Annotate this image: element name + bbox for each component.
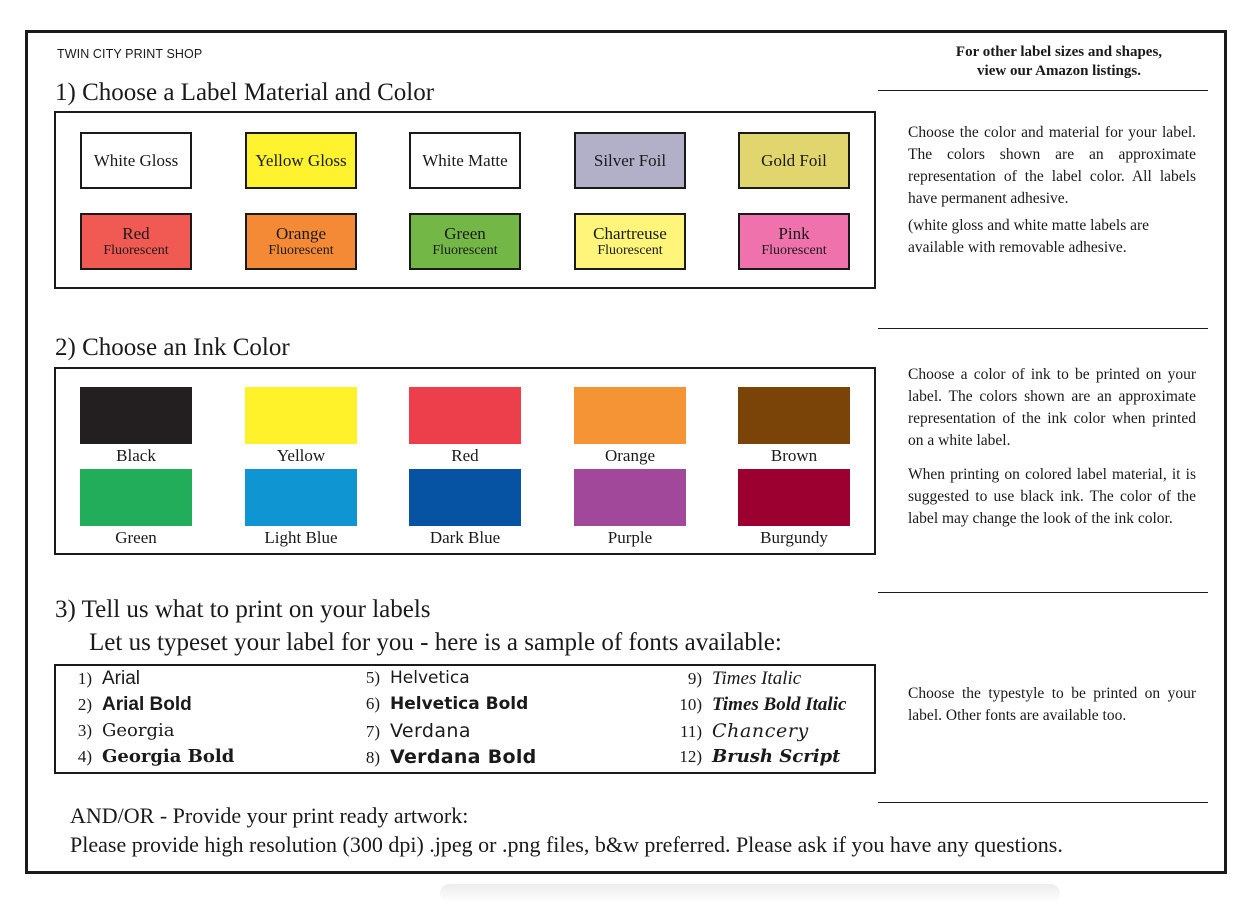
artwork-instructions: Please provide high resolution (300 dpi) .jpeg or .png files, b&w preferred. Please ask if you have any questions. [70,832,1063,857]
font-name: Georgia Bold [102,746,235,767]
ink-label-purple: Purple [607,528,653,547]
ink-swatch-yellow[interactable] [245,387,357,444]
font-option-arial-bold[interactable] [62,694,192,720]
material-white-gloss[interactable] [80,132,192,189]
material-label: Red [122,223,150,243]
font-option-times-bold-italic[interactable] [660,694,846,720]
shop-name: TWIN CITY PRINT SHOP [57,47,203,61]
ink-label-brown: Brown [770,446,818,465]
font-option-helvetica[interactable] [350,668,470,694]
amazon-note-line-2: view our Amazon listings. [977,63,1141,79]
material-sublabel: Fluorescent [597,242,663,258]
divider [878,90,1208,91]
section-3-subtitle: Let us typeset your label for you - here is a sample of fonts available: [89,629,782,656]
material-label: Gold Foil [761,150,827,170]
ink-swatch-black[interactable] [80,387,192,444]
font-number: 10) [679,695,702,714]
material-sublabel: Fluorescent [103,242,169,258]
material-chartreuse-fluorescent[interactable] [574,213,686,270]
material-label: Pink [778,223,810,243]
ink-swatch-light-blue[interactable] [245,469,357,526]
ink-label-green: Green [115,528,157,547]
font-name: Verdana [390,720,471,742]
font-number: 12) [679,747,702,766]
font-name: Chancery [712,720,809,742]
ink-label-light-blue: Light Blue [264,528,338,547]
material-green-fluorescent[interactable] [409,213,521,270]
material-label: Yellow Gloss [255,150,347,170]
order-form-page [25,30,1227,874]
material-label: White Matte [422,150,508,170]
font-number: 11) [679,722,702,741]
ink-label-red: Red [451,446,479,465]
ink-swatch-purple[interactable] [574,469,686,526]
font-option-georgia-bold[interactable] [62,746,234,772]
material-description-p2: (white gloss and white matte labels are available with removable adhesive. [908,217,1150,256]
font-option-helvetica-bold[interactable] [350,694,528,720]
material-sublabel: Fluorescent [268,242,334,258]
font-name: Brush Script [712,746,841,767]
amazon-listings-note [906,43,1212,81]
material-pink-fluorescent[interactable] [738,213,850,270]
material-red-fluorescent[interactable] [80,213,192,270]
divider [878,802,1208,803]
font-name: Verdana Bold [390,746,537,768]
font-number: 5) [365,668,380,687]
divider [878,328,1208,329]
font-name: Arial Bold [102,694,192,715]
ink-description-p2: When printing on colored label material, it is suggested to use black ink. The color of the label may change the look of the ink color. [908,466,1196,527]
font-name: Times Italic [712,668,802,689]
ink-swatch-orange[interactable] [574,387,686,444]
font-number: 4) [77,747,92,766]
amazon-note-line-1: For other label sizes and shapes, [955,44,1163,60]
font-description [908,683,1196,732]
ink-description [908,364,1196,535]
section-2-title: 2) Choose an Ink Color [55,334,290,361]
font-number: 3) [77,721,92,740]
ink-label-black: Black [116,446,156,465]
material-label: Silver Foil [593,150,667,170]
ink-color-box [54,367,876,555]
material-gold-foil[interactable] [738,132,850,189]
ink-label-orange: Orange [604,446,656,465]
font-number: 9) [687,669,702,688]
page-shadow [440,884,1060,903]
material-sublabel: Fluorescent [761,242,827,258]
ink-swatch-brown[interactable] [738,387,850,444]
ink-description-p1: Choose a color of ink to be printed on your label. The colors shown are an approximate representation of the ink color when printed on a white label. [908,366,1196,449]
ink-swatch-red[interactable] [409,387,521,444]
font-name: Georgia [102,720,175,741]
font-name: Times Bold Italic [712,694,847,715]
ink-label-dark-blue: Dark Blue [429,528,501,547]
ink-swatch-burgundy[interactable] [738,469,850,526]
material-label: Orange [275,223,327,243]
material-white-matte[interactable] [409,132,521,189]
material-orange-fluorescent[interactable] [245,213,357,270]
section-3-title: 3) Tell us what to print on your labels [55,596,431,623]
material-label: Chartreuse [593,223,667,243]
font-description-p1: Choose the typestyle to be printed on your label. Other fonts are available too. [908,685,1196,724]
artwork-heading: AND/OR - Provide your print ready artwork: [70,803,469,828]
material-description-p1: Choose the color and material for your label. The colors shown are an approximate representation of the label color. All labels have permanent adhesive. [908,124,1196,207]
font-number: 1) [77,669,92,688]
material-description [908,122,1196,264]
material-label: Green [444,223,486,243]
font-number: 2) [77,695,92,714]
font-number: 8) [365,748,380,767]
ink-label-yellow: Yellow [276,446,326,465]
label-material-box [54,111,876,289]
ink-label-burgundy: Burgundy [760,528,828,547]
font-number: 6) [365,694,380,713]
font-option-verdana-bold[interactable] [350,746,537,772]
font-option-brush-script[interactable] [660,746,840,772]
font-option-verdana[interactable] [350,720,471,746]
material-sublabel: Fluorescent [432,242,498,258]
font-sample-box [54,664,876,774]
ink-swatch-dark-blue[interactable] [409,469,521,526]
font-option-arial[interactable] [62,668,140,694]
font-option-times-italic[interactable] [660,668,801,694]
font-option-chancery[interactable] [660,720,809,746]
font-name: Helvetica [390,668,470,688]
font-option-georgia[interactable] [62,720,174,746]
material-silver-foil[interactable] [574,132,686,189]
ink-swatch-green[interactable] [80,469,192,526]
font-name: Arial [102,668,141,689]
font-number: 7) [365,722,380,741]
material-label: White Gloss [93,150,179,170]
divider [878,592,1208,593]
material-yellow-gloss[interactable] [245,132,357,189]
section-1-title: 1) Choose a Label Material and Color [55,79,435,106]
font-name: Helvetica Bold [390,694,529,714]
